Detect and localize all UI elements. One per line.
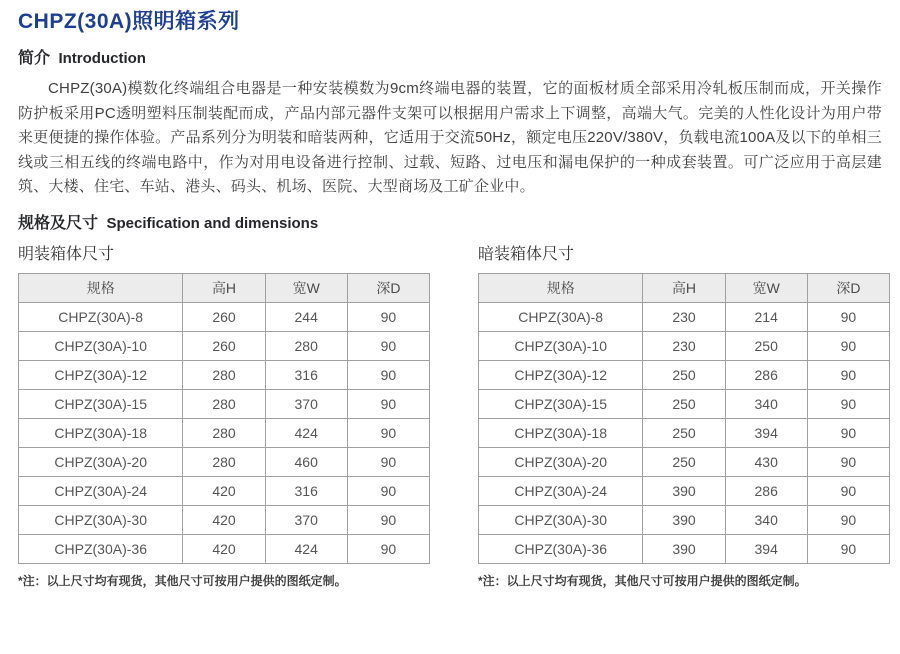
dimension-cell: 340 — [725, 389, 807, 418]
dimension-cell: 90 — [807, 418, 889, 447]
dimension-cell: 250 — [643, 418, 725, 447]
dimension-cell: 460 — [265, 447, 347, 476]
dimension-cell: 316 — [265, 476, 347, 505]
dimension-cell: 90 — [347, 418, 429, 447]
table-row — [19, 534, 430, 563]
dimension-cell: 430 — [725, 447, 807, 476]
spec-heading-zh: 规格及尺寸 — [18, 214, 99, 232]
table-row — [479, 360, 890, 389]
table-row — [479, 389, 890, 418]
spec-cell: CHPZ(30A)-15 — [479, 389, 643, 418]
table-row — [19, 476, 430, 505]
intro-paragraph: CHPZ(30A)模数化终端组合电器是一种安装模数为9cm终端电器的装置，它的面板材质全部采用冷轧板压制而成，开关操作防护板采用PC透明塑料压制装配而成，产品内部元器件支架可以根据用户需求上下调整，高端大气。完美的人性化设计为用户带来更便捷的操作体验。产品系列分为明装和暗装两种，它适用于交流50Hz，额定电压220V/380V，负载电流100A及以下的单相三线或三相五线的终端电路中，作为对用电设备进行控制、过载、短路、过电压和漏电保护的一种成套装置。可广泛应用于高层建筑、大楼、住宅、车站、港头、码头、机场、医院、大型商场及工矿企业中。 — [18, 80, 882, 195]
spec-cell: CHPZ(30A)-30 — [479, 505, 643, 534]
table-row — [19, 331, 430, 360]
concealed-table-note: *注：以上尺寸均有现货，其他尺寸可按用户提供的图纸定制。 — [478, 573, 807, 588]
table-row — [479, 534, 890, 563]
concealed-section — [478, 244, 890, 589]
dimension-cell: 280 — [183, 418, 265, 447]
spec-cell: CHPZ(30A)-36 — [19, 534, 183, 563]
column-header: 高H — [643, 273, 725, 302]
spec-cell: CHPZ(30A)-10 — [19, 331, 183, 360]
dimension-cell: 424 — [265, 418, 347, 447]
table-row — [479, 505, 890, 534]
spec-section-heading — [18, 213, 882, 234]
spec-cell: CHPZ(30A)-30 — [19, 505, 183, 534]
dimension-cell: 90 — [807, 389, 889, 418]
dimension-cell: 90 — [347, 534, 429, 563]
surface-mounted-dimensions-table — [18, 273, 430, 564]
dimension-cell: 394 — [725, 534, 807, 563]
dimension-cell: 250 — [643, 360, 725, 389]
column-header: 规格 — [19, 273, 183, 302]
dimension-cell: 424 — [265, 534, 347, 563]
dimension-cell: 420 — [183, 505, 265, 534]
table-row — [479, 476, 890, 505]
spec-cell: CHPZ(30A)-18 — [19, 418, 183, 447]
dimension-cell: 280 — [265, 331, 347, 360]
dimension-cell: 90 — [347, 505, 429, 534]
dimension-cell: 280 — [183, 447, 265, 476]
dimension-cell: 420 — [183, 476, 265, 505]
dimension-cell: 230 — [643, 331, 725, 360]
dimension-cell: 340 — [725, 505, 807, 534]
dimension-cell: 370 — [265, 505, 347, 534]
column-header: 规格 — [479, 273, 643, 302]
dimension-cell: 390 — [643, 476, 725, 505]
dimension-cell: 90 — [347, 476, 429, 505]
dimension-cell: 90 — [807, 534, 889, 563]
column-header: 深D — [807, 273, 889, 302]
spec-cell: CHPZ(30A)-18 — [479, 418, 643, 447]
table-row — [19, 302, 430, 331]
dimension-cell: 90 — [347, 389, 429, 418]
dimension-cell: 280 — [183, 360, 265, 389]
surface-mounted-table-title: 明装箱体尺寸 — [18, 245, 115, 263]
dimension-cell: 90 — [347, 331, 429, 360]
table-row — [19, 505, 430, 534]
dimension-cell: 316 — [265, 360, 347, 389]
intro-heading-en: Introduction — [58, 50, 146, 67]
spec-cell: CHPZ(30A)-8 — [479, 302, 643, 331]
dimension-cell: 286 — [725, 476, 807, 505]
dimension-cell: 230 — [643, 302, 725, 331]
spec-cell: CHPZ(30A)-15 — [19, 389, 183, 418]
table-row — [19, 389, 430, 418]
dimension-cell: 394 — [725, 418, 807, 447]
dimension-cell: 420 — [183, 534, 265, 563]
header-row — [479, 273, 890, 302]
spec-cell: CHPZ(30A)-12 — [479, 360, 643, 389]
column-header: 宽W — [725, 273, 807, 302]
dimension-cell: 244 — [265, 302, 347, 331]
dimension-cell: 260 — [183, 331, 265, 360]
concealed-dimensions-table — [478, 273, 890, 564]
spec-heading-en: Specification and dimensions — [106, 214, 319, 232]
dimension-cell: 250 — [725, 331, 807, 360]
surface-mounted-section — [18, 244, 430, 589]
dimension-cell: 214 — [725, 302, 807, 331]
header-row — [19, 273, 430, 302]
table-row — [479, 302, 890, 331]
concealed-table-title: 暗装箱体尺寸 — [478, 245, 575, 263]
column-header: 深D — [347, 273, 429, 302]
dimension-cell: 90 — [347, 360, 429, 389]
dimension-cell: 90 — [807, 360, 889, 389]
table-row — [479, 447, 890, 476]
table-row — [19, 418, 430, 447]
intro-section-heading — [18, 48, 882, 69]
spec-cell: CHPZ(30A)-24 — [19, 476, 183, 505]
spec-cell: CHPZ(30A)-20 — [19, 447, 183, 476]
dimension-cell: 90 — [807, 302, 889, 331]
column-header: 宽W — [265, 273, 347, 302]
spec-cell: CHPZ(30A)-36 — [479, 534, 643, 563]
page-title: CHPZ(30A)照明箱系列 — [18, 10, 240, 33]
table-row — [19, 360, 430, 389]
dimension-cell: 260 — [183, 302, 265, 331]
spec-cell: CHPZ(30A)-10 — [479, 331, 643, 360]
table-row — [479, 331, 890, 360]
surface-mounted-table-note: *注：以上尺寸均有现货，其他尺寸可按用户提供的图纸定制。 — [18, 573, 347, 588]
dimension-cell: 90 — [807, 447, 889, 476]
dimension-cell: 390 — [643, 505, 725, 534]
spec-cell: CHPZ(30A)-8 — [19, 302, 183, 331]
dimension-cell: 90 — [807, 331, 889, 360]
dimension-cell: 286 — [725, 360, 807, 389]
spec-cell: CHPZ(30A)-12 — [19, 360, 183, 389]
spec-cell: CHPZ(30A)-24 — [479, 476, 643, 505]
intro-heading-zh: 简介 — [18, 50, 51, 67]
dimension-cell: 280 — [183, 389, 265, 418]
spec-cell: CHPZ(30A)-20 — [479, 447, 643, 476]
dimension-cell: 90 — [807, 476, 889, 505]
column-header: 高H — [183, 273, 265, 302]
dimension-cell: 390 — [643, 534, 725, 563]
table-row — [19, 447, 430, 476]
dimension-cell: 90 — [347, 447, 429, 476]
dimension-cell: 250 — [643, 447, 725, 476]
tables-area — [18, 244, 882, 589]
table-row — [479, 418, 890, 447]
dimension-cell: 370 — [265, 389, 347, 418]
dimension-cell: 90 — [347, 302, 429, 331]
dimension-cell: 90 — [807, 505, 889, 534]
dimension-cell: 250 — [643, 389, 725, 418]
